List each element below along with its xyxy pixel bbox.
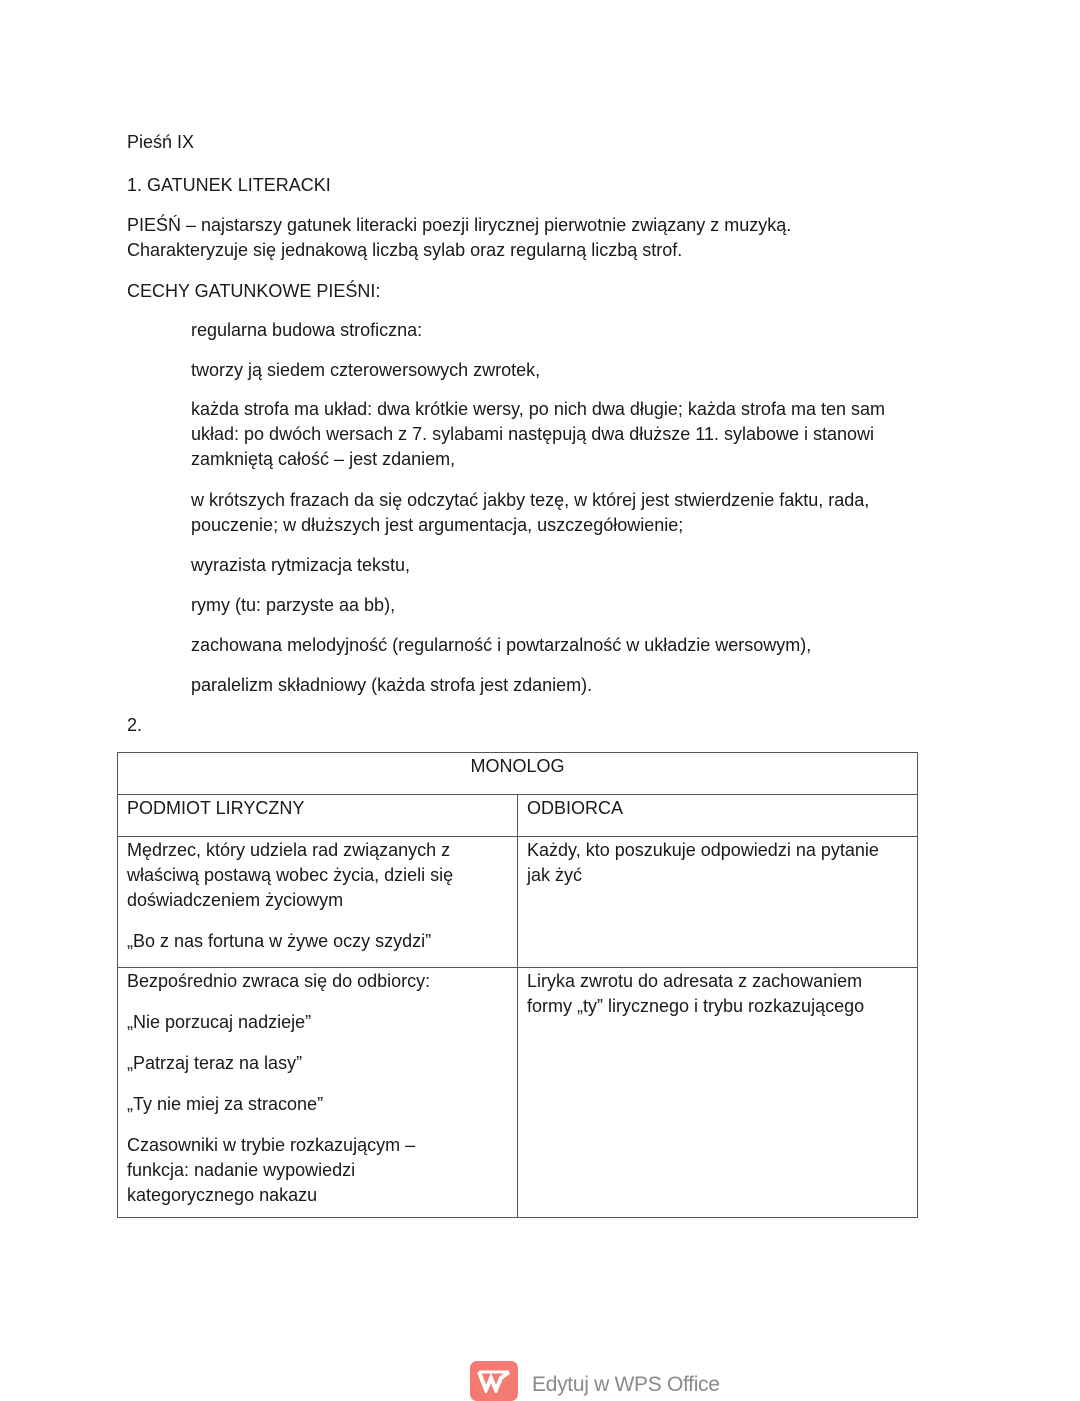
genre-definition xyxy=(127,213,957,263)
cell-line: Czasowniki w trybie rozkazującym – xyxy=(127,1135,416,1155)
cell-line: „Bo z nas fortuna w żywe oczy szydzi” xyxy=(127,931,432,951)
cell-paragraph xyxy=(127,968,508,994)
column-header-odbiorca: ODBIORCA xyxy=(518,795,918,837)
cell-line: funkcja: nadanie wypowiedzi xyxy=(127,1160,356,1180)
cell-line: doświadczeniem życiowym xyxy=(127,890,344,910)
feature-item: regularna budowa stroficzna: xyxy=(191,320,423,340)
feature-line: pouczenie; w dłuższych jest argumentacja, uszczegółowienie; xyxy=(191,515,684,535)
column-header-podmiot: PODMIOT LIRYCZNY xyxy=(118,795,518,837)
feature-item xyxy=(191,397,961,472)
cell-line: właściwą postawą wobec życia, dzieli się xyxy=(127,865,454,885)
cell-line: Liryka zwrotu do adresata z zachowaniem xyxy=(527,971,863,991)
wps-label: Edytuj w WPS Office xyxy=(532,1373,720,1396)
table-header-row xyxy=(118,753,918,795)
cell-quote xyxy=(127,1091,508,1117)
table-cell-right xyxy=(518,837,918,968)
table-column-row xyxy=(118,795,918,837)
cell-line: kategorycznego nakazu xyxy=(127,1185,318,1205)
cell-line: Każdy, kto poszukuje odpowiedzi na pytanie xyxy=(527,840,879,860)
cell-paragraph xyxy=(127,1132,508,1208)
edit-in-wps-button[interactable] xyxy=(470,1361,720,1397)
cell-line: „Patrzaj teraz na lasy” xyxy=(127,1053,303,1073)
monolog-table xyxy=(117,752,918,1218)
cell-line: formy „ty” lirycznego i trybu rozkazującego xyxy=(527,996,865,1016)
cell-quote xyxy=(127,928,508,954)
wps-office-logo-icon xyxy=(470,1361,518,1401)
section-1-heading: 1. GATUNEK LITERACKI xyxy=(127,175,331,195)
definition-line: Charakteryzuje się jednakową liczbą sylab oraz regularną liczbą strof. xyxy=(127,240,683,260)
feature-item: rymy (tu: parzyste aa bb), xyxy=(191,595,396,615)
cell-line: „Ty nie miej za stracone” xyxy=(127,1094,324,1114)
cell-line: jak żyć xyxy=(527,865,583,885)
feature-line: w krótszych frazach da się odczytać jakby tezę, w której jest stwierdzenie faktu, rada, xyxy=(191,490,870,510)
features-heading: CECHY GATUNKOWE PIEŚNI: xyxy=(127,281,381,301)
feature-item xyxy=(191,488,961,538)
feature-line: każda strofa ma układ: dwa krótkie wersy, po nich dwa długie; każda strofa ma ten sam xyxy=(191,399,885,419)
section-2-heading: 2. xyxy=(127,715,143,735)
cell-line: Mędrzec, który udziela rad związanych z xyxy=(127,840,451,860)
cell-paragraph xyxy=(127,837,508,913)
table-cell-left xyxy=(118,837,518,968)
cell-line: Bezpośrednio zwraca się do odbiorcy: xyxy=(127,971,431,991)
cell-line: „Nie porzucaj nadzieje” xyxy=(127,1012,312,1032)
feature-item: paralelizm składniowy (każda strofa jest zdaniem). xyxy=(191,675,593,695)
feature-line: układ: po dwóch wersach z 7. sylabami następują dwa dłuższe 11. sylabowe i stanowi xyxy=(191,424,875,444)
table-cell-right xyxy=(518,968,918,1218)
table-row xyxy=(118,968,918,1218)
cell-quote xyxy=(127,1009,508,1035)
feature-item: zachowana melodyjność (regularność i powtarzalność w układzie wersowym), xyxy=(191,635,812,655)
feature-line: zamkniętą całość – jest zdaniem, xyxy=(191,449,456,469)
cell-paragraph xyxy=(527,968,908,1019)
document-title: Pieśń IX xyxy=(127,132,195,152)
definition-line: PIEŚŃ – najstarszy gatunek literacki poezji lirycznej pierwotnie związany z muzyką. xyxy=(127,215,792,235)
feature-item: wyrazista rytmizacja tekstu, xyxy=(191,555,411,575)
table-cell-left xyxy=(118,968,518,1218)
cell-paragraph xyxy=(527,837,908,888)
feature-item: tworzy ją siedem czterowersowych zwrotek, xyxy=(191,360,541,380)
cell-quote xyxy=(127,1050,508,1076)
table-row xyxy=(118,837,918,968)
table-header-cell: MONOLOG xyxy=(118,753,918,795)
